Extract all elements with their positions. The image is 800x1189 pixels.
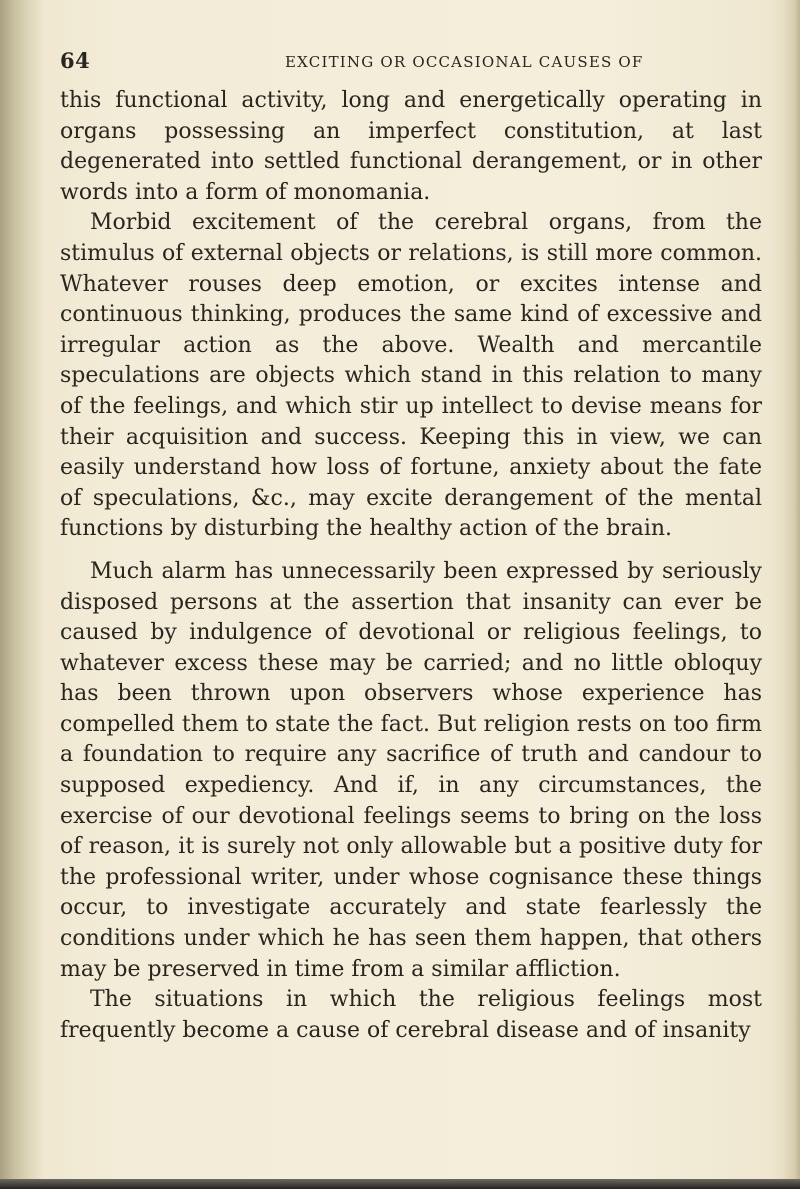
page-gutter-shadow — [0, 0, 44, 1189]
paragraph-religious-alarm: Much alarm has unnecessarily been expressed by seriously disposed persons at the assertion that insanity can ever be caused by indulgence of devotional or religious feelings, to whatever excess these may be carried; and no little obloquy has been thrown upon observers whose experience has compelled them to state the fact. But religion rests on too firm a foundation to require any sacrifice of truth and candour to supposed expediency. And if, in any circumstances, the exercise of our devotional feelings seems to bring on the loss of reason, it is surely not only allowable but a positive duty for the professional writer, under whose cognisance these things occur, to investigate accurately and state fearlessly the conditions under which he has seen them happen, that others may be preserved in time from a similar affliction. — [60, 558, 762, 982]
paragraph-morbid-excitement: Morbid excitement of the cerebral organs, from the stimulus of external objects or relations, is still more common. Whatever rouses deep emotion, or excites intense and continuous thinking, produces the same kind of excessive and irregular action as the above. Wealth and mercantile speculations are objects which stand in this relation to many of the feelings, and which stir up intellect to devise means for their acquisition and success. Keeping this in view, we can easily understand how loss of fortune, anxiety about the fate of speculations, &c., may excite derangement of the mental functions by disturbing the healthy action of the brain. — [60, 210, 762, 542]
page-bottom-edge — [0, 1179, 800, 1189]
running-head: EXCITING OR OCCASIONAL CAUSES OF — [285, 53, 644, 71]
paragraph-continued: this functional activity, long and energetically operating in organs possessing an imperfect constitution, at last degenerated into settled functional derangement, or in other words into a form of monomania. — [60, 88, 762, 205]
body-text — [60, 86, 762, 1046]
page-header — [60, 48, 760, 78]
page-edge-shadow — [784, 0, 800, 1189]
paragraph-situations: The situations in which the religious feelings most frequently become a cause of cerebral disease and of insanity — [60, 987, 762, 1043]
page-number: 64 — [60, 48, 91, 73]
